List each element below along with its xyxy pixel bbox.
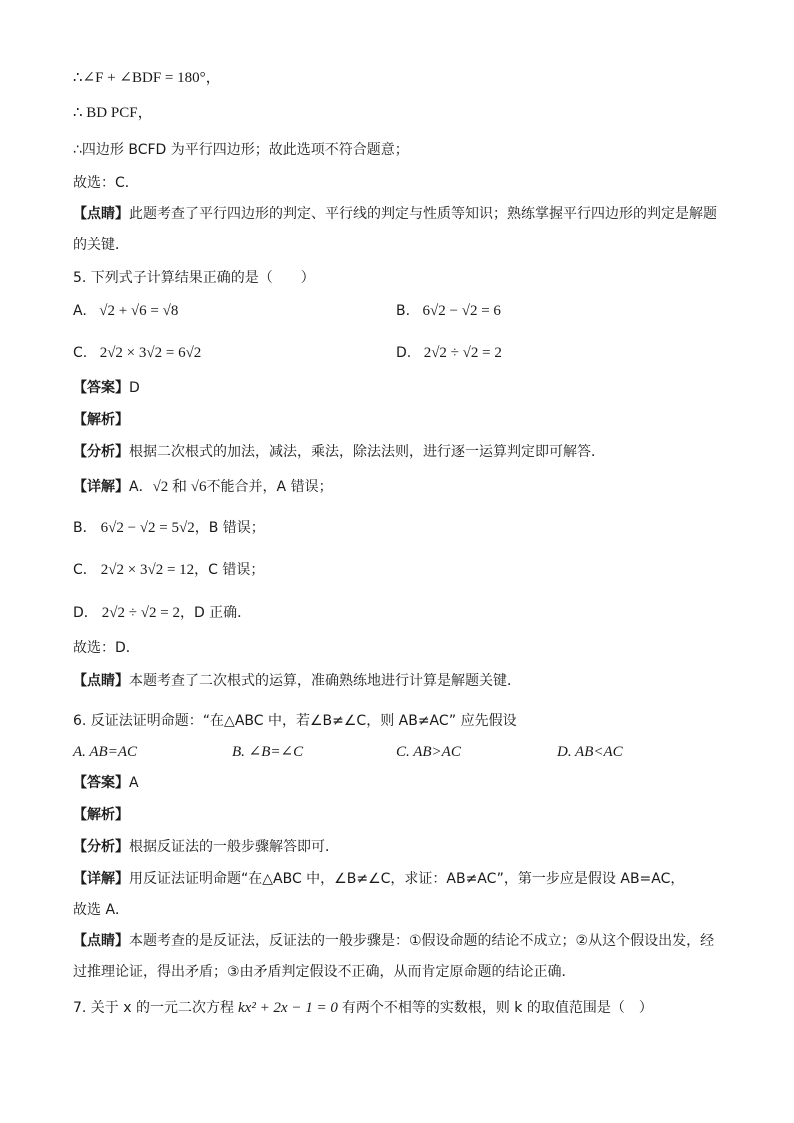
q5-option-c	[73, 343, 201, 363]
q5-fenxi-text: 根据二次根式的加法，减法，乘法，除法法则，进行逐一运算判定即可解答．	[129, 444, 605, 460]
line-angle-sum: ∴∠F + ∠BDF = 180°，	[73, 70, 221, 86]
q6-answer-value: A	[129, 775, 139, 791]
q6-option-d: D. AB<AC	[557, 744, 623, 760]
q6-stem: 6. 反证法证明命题：“在△ABC 中，若∠B≠∠C，则 AB≠AC” 应先假设	[73, 713, 517, 729]
q5-option-c-label: C.	[73, 345, 88, 361]
q7-equation: kx² + 2x − 1 = 0	[238, 1000, 338, 1016]
tag-answer: 【答案】	[73, 775, 129, 791]
q6-choose: 故选 A．	[73, 902, 130, 918]
q5-xiangjie-a	[73, 477, 333, 497]
tag-fenxi: 【分析】	[73, 444, 129, 460]
q6-xiangjie-text: 用反证法证明命题“在△ABC 中，∠B≠∠C，求证：AB≠AC”，第一步应是假设 AB=AC，	[129, 871, 685, 887]
q5-xb-expr: 6√2 − √2 = 5√2	[100, 520, 195, 536]
tag-xiangjie: 【详解】	[73, 871, 129, 887]
q5-option-b-label: B.	[396, 303, 411, 319]
line-dianjing-prev-cont: 的关键．	[73, 237, 129, 253]
dianjing-text: 此题考查了平行四边形的判定、平行线的判定与性质等知识；熟练掌握平行四边形的判定是解题	[129, 206, 717, 222]
q5-xc-post: ，C 错误；	[194, 562, 265, 578]
q5-option-b-expr: 6√2 − √2 = 6	[422, 303, 501, 319]
tag-dianjing: 【点睛】	[73, 206, 129, 222]
q5-option-d-label: D.	[396, 345, 412, 361]
q5-xiangjie-b	[73, 518, 265, 538]
q6-fenxi-text: 根据反证法的一般步骤解答即可．	[129, 839, 339, 855]
q5-option-d-expr: 2√2 ÷ √2 = 2	[423, 345, 502, 361]
q5-option-d	[396, 343, 502, 363]
q5-option-a	[73, 301, 178, 321]
q5-option-c-expr: 2√2 × 3√2 = 6√2	[99, 345, 202, 361]
q6-analysis-tag: 【解析】	[73, 807, 129, 823]
tag-fenxi: 【分析】	[73, 839, 129, 855]
line-parallelogram: ∴四边形 BCFD 为平行四边形；故此选项不符合题意；	[73, 142, 409, 158]
q6-fenxi	[73, 837, 339, 857]
q6-option-a: A. AB=AC	[73, 744, 138, 760]
q6-option-c: C. AB>AC	[396, 744, 461, 760]
q6-xiangjie	[73, 869, 684, 889]
q5-xc-pre: C．	[73, 562, 97, 578]
q5-xd-expr: 2√2 ÷ √2 = 2	[101, 605, 180, 621]
q5-xiangjie-d	[73, 603, 251, 623]
q5-xb-post: ，B 错误；	[194, 520, 265, 536]
q5-choose: 故选：D．	[73, 640, 140, 656]
tag-dianjing: 【点睛】	[73, 933, 129, 949]
q5-option-a-expr: √2 + √6 = √8	[99, 303, 179, 319]
q7-stem-pre: 7. 关于 x 的一元二次方程	[73, 1000, 234, 1016]
tag-xiangjie: 【详解】	[73, 479, 129, 495]
tag-answer: 【答案】	[73, 380, 129, 396]
q6-option-b: B. ∠B=∠C	[232, 744, 304, 760]
q5-xd-post: ，D 正确．	[179, 605, 252, 621]
q6-answer	[73, 773, 139, 793]
q5-answer-value: D	[129, 380, 140, 396]
q5-dianjing	[73, 671, 521, 691]
line-dianjing-prev	[73, 204, 717, 224]
q5-xa-expr: √2 和 √6	[152, 479, 207, 495]
q5-xd-pre: D．	[73, 605, 98, 621]
line-parallel: ∴ BD PCF，	[73, 105, 153, 121]
q5-xiangjie-c	[73, 560, 264, 580]
q7-stem-post: 有两个不相等的实数根，则 k 的取值范围是（ ）	[341, 1000, 653, 1016]
q5-answer	[73, 378, 140, 398]
q5-stem: 5. 下列式子计算结果正确的是（ ）	[73, 270, 315, 286]
q7-stem	[73, 998, 653, 1018]
q5-fenxi	[73, 442, 605, 462]
q5-option-a-label: A.	[73, 303, 87, 319]
q5-dianjing-text: 本题考查了二次根式的运算，准确熟练地进行计算是解题关键．	[129, 673, 521, 689]
q6-dianjing-text: 本题考查的是反证法，反证法的一般步骤是：①假设命题的结论不成立；②从这个假设出发，经	[129, 933, 715, 949]
tag-dianjing: 【点睛】	[73, 673, 129, 689]
q6-dianjing-cont: 过推理论证，得出矛盾；③由矛盾判定假设不正确，从而肯定原命题的结论正确．	[73, 964, 576, 980]
q5-xa-pre: A．	[129, 479, 153, 495]
q5-analysis-tag: 【解析】	[73, 412, 129, 428]
q5-xb-pre: B．	[73, 520, 97, 536]
line-choose-c: 故选：C．	[73, 175, 139, 191]
q6-dianjing	[73, 931, 714, 951]
q5-option-b	[396, 301, 501, 321]
q5-xa-post: 不能合并，A 错误；	[206, 479, 333, 495]
q5-xc-expr: 2√2 × 3√2 = 12	[100, 562, 195, 578]
